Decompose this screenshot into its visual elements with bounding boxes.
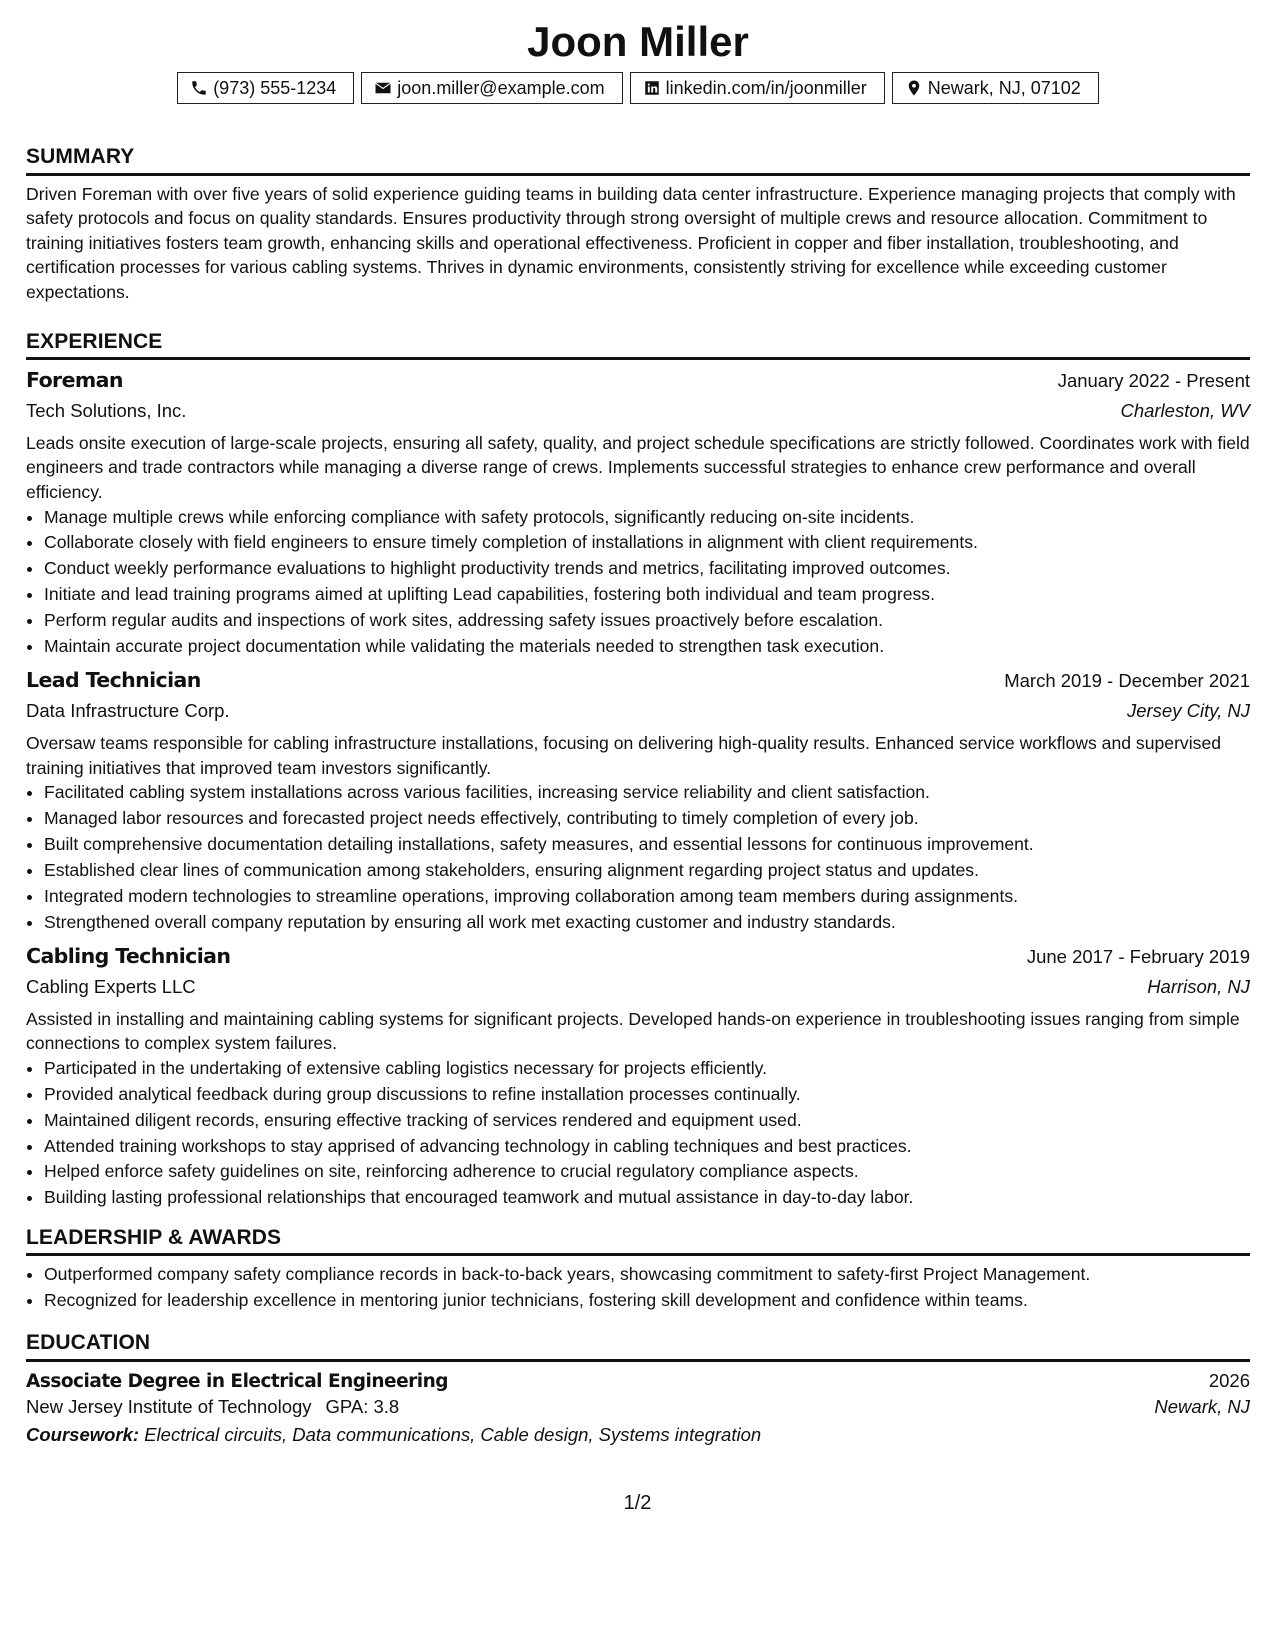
bullet-item: • Building lasting professional relationships that encouraged teamwork and mutual assistance in day-to-day labor. — [44, 1185, 1250, 1211]
job-description: Oversaw teams responsible for cabling infrastructure installations, focusing on delivering high-quality results. Enhanced service workflows and supervised training initiatives that improved team investors significantly. — [26, 732, 1222, 778]
bullet-item: • Established clear lines of communication among stakeholders, ensuring alignment regarding project status and updates. — [44, 858, 1250, 884]
bullet-item: • Integrated modern technologies to streamline operations, improving collaboration among team members during assignments. — [44, 884, 1250, 910]
education-heading: EDUCATION — [26, 1330, 1250, 1361]
school-name: New Jersey Institute of Technology — [26, 1395, 312, 1417]
bullet-item: • Managed labor resources and forecasted project needs effectively, contributing to timely completion of every job. — [44, 806, 1250, 832]
job-title: Foreman — [26, 367, 123, 392]
job-subheader — [26, 700, 1250, 722]
email-chip[interactable] — [361, 72, 622, 104]
job-entry — [26, 944, 1250, 1212]
bullet-item: • Recognized for leadership excellence in mentoring junior technicians, fostering skill development and confidence within teams. — [44, 1288, 1250, 1314]
bullet-item: • Provided analytical feedback during group discussions to refine installation processes continually. — [44, 1082, 1250, 1108]
linkedin-text: linkedin.com/in/joonmiller — [665, 77, 867, 98]
bullet-item: • Manage multiple crews while enforcing compliance with safety protocols, significantly reducing on-site incidents. — [44, 505, 1250, 531]
school-info — [26, 1396, 399, 1418]
job-location: Jersey City, NJ — [1126, 699, 1250, 721]
phone-text: (973) 555-1234 — [213, 77, 337, 98]
bullet-item: • Maintained diligent records, ensuring effective tracking of services rendered and equipment used. — [44, 1108, 1250, 1134]
bullet-item: • Collaborate closely with field engineers to ensure timely completion of installations in alignment with client requirements. — [44, 530, 1250, 556]
phone-icon — [190, 79, 208, 97]
page-number: 1/2 — [623, 1492, 652, 1514]
job-location: Charleston, WV — [1120, 399, 1250, 421]
job-subheader — [26, 976, 1250, 998]
job-dates: January 2022 - Present — [1057, 369, 1250, 391]
company-name: Cabling Experts LLC — [26, 975, 196, 997]
company-name: Tech Solutions, Inc. — [26, 399, 187, 421]
summary-heading: SUMMARY — [26, 144, 1250, 175]
job-description: Assisted in installing and maintaining cabling systems for significant projects. Developed hands-on experience in troubleshooting issues ranging from simple connections to complex system failures. — [26, 1008, 1240, 1054]
envelope-icon — [374, 79, 392, 97]
bullet-item: • Outperformed company safety compliance records in back-to-back years, showcasing commitment to safety-first Project Management. — [44, 1262, 1250, 1288]
phone-chip[interactable] — [177, 72, 354, 104]
job-dates: June 2017 - February 2019 — [1026, 945, 1250, 967]
bullet-item: • Helped enforce safety guidelines on site, reinforcing adherence to crucial regulatory compliance aspects. — [44, 1159, 1250, 1185]
job-location: Harrison, NJ — [1147, 975, 1250, 997]
bullet-item: • Facilitated cabling system installations across various facilities, increasing service reliability and client satisfaction. — [44, 780, 1250, 806]
gpa-value: GPA: 3.8 — [325, 1395, 400, 1417]
job-entry — [26, 668, 1250, 936]
degree-name: Associate Degree in Electrical Engineering — [26, 1370, 448, 1392]
bullet-item: • Strengthened overall company reputation by ensuring all work met exacting customer and industry standards. — [44, 910, 1250, 936]
linkedin-chip[interactable] — [630, 72, 885, 104]
summary-text: Driven Foreman with over five years of solid experience guiding teams in building data center infrastructure. Experience managing projects that comply with safety protocols and focus on quality standards. Ensures productivity through strong oversight of multiple crews and resource allocation. Commitment to training initiatives fosters team growth, enhancing skills and operational effectiveness. Proficient in copper and fiber installation, troubleshooting, and certification processes for various cabling systems. Thrives in dynamic environments, consistently striving for excellence while exceeding customer expectations. — [26, 183, 1236, 302]
job-header — [26, 368, 1250, 392]
resume-page — [26, 18, 1250, 1446]
leadership-bullets — [26, 1262, 1250, 1314]
candidate-name: Joon Miller — [527, 18, 749, 65]
bullet-item: • Built comprehensive documentation detailing installations, safety measures, and essential lessons for continuous improvement. — [44, 832, 1250, 858]
job-bullets — [26, 505, 1250, 660]
job-title: Lead Technician — [26, 667, 201, 692]
bullet-item: • Initiate and lead training programs aimed at uplifting Lead capabilities, fostering both individual and team progress. — [44, 582, 1250, 608]
leadership-section — [26, 1225, 1250, 1314]
linkedin-icon — [643, 79, 661, 97]
location-text: Newark, NJ, 07102 — [927, 77, 1081, 98]
company-name: Data Infrastructure Corp. — [26, 699, 230, 721]
summary-section — [26, 144, 1250, 304]
job-bullets — [26, 1056, 1250, 1211]
location-chip — [892, 72, 1099, 104]
graduation-year: 2026 — [1208, 1369, 1250, 1391]
bullet-item: • Maintain accurate project documentation while validating the materials needed to strengthen task execution. — [44, 634, 1250, 660]
bullet-item: • Conduct weekly performance evaluations to highlight productivity trends and metrics, facilitating improved outcomes. — [44, 556, 1250, 582]
job-subheader — [26, 400, 1250, 422]
education-subheader — [26, 1396, 1250, 1418]
coursework-list: Electrical circuits, Data communications, Cable design, Systems integration — [144, 1423, 762, 1445]
bullet-item: • Participated in the undertaking of extensive cabling logistics necessary for projects efficiently. — [44, 1056, 1250, 1082]
coursework-line — [26, 1424, 1250, 1446]
map-pin-icon — [905, 79, 923, 97]
email-text: joon.miller@example.com — [397, 77, 605, 98]
job-entry — [26, 368, 1250, 660]
education-header — [26, 1370, 1250, 1392]
coursework-label: Coursework: — [26, 1423, 140, 1445]
experience-heading: EXPERIENCE — [26, 329, 1250, 360]
bullet-item: • Attended training workshops to stay apprised of advancing technology in cabling techniques and best practices. — [44, 1134, 1250, 1160]
job-description: Leads onsite execution of large-scale projects, ensuring all safety, quality, and project schedule specifications are strictly followed. Coordinates work with field engineers and trade contractors while managing a diverse range of crews. Implements successful strategies to enhance crew performance and overall efficiency. — [26, 432, 1250, 502]
job-header — [26, 944, 1250, 968]
contact-bar — [26, 72, 1250, 104]
job-bullets — [26, 780, 1250, 935]
job-dates: March 2019 - December 2021 — [1004, 669, 1250, 691]
experience-section — [26, 329, 1250, 1212]
education-section — [26, 1330, 1250, 1445]
leadership-heading: LEADERSHIP & AWARDS — [26, 1225, 1250, 1256]
school-location: Newark, NJ — [1154, 1395, 1250, 1417]
job-title: Cabling Technician — [26, 943, 231, 968]
job-header — [26, 668, 1250, 692]
bullet-item: • Perform regular audits and inspections of work sites, addressing safety issues proactively before escalation. — [44, 608, 1250, 634]
